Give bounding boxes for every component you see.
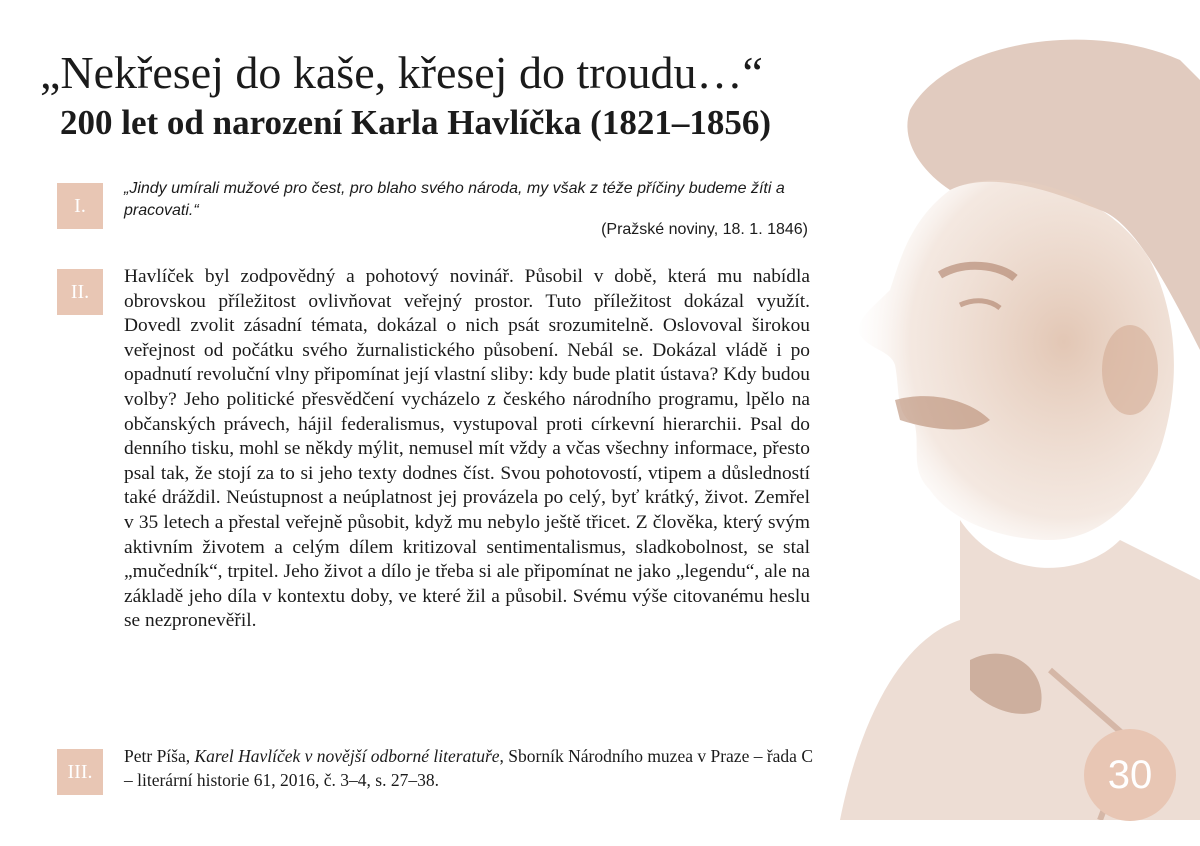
quote-text: „Jindy umírali mužové pro čest, pro blaho svého národa, my však z téže příčiny budeme žíti a pracovati.“ bbox=[124, 180, 785, 219]
page-number: 30 bbox=[1084, 729, 1176, 821]
reference-citation bbox=[124, 744, 814, 792]
body-paragraph: Havlíček byl zodpovědný a pohotový novinář. Působil v době, která mu nabídla obrovskou příležitost ovlivňovat veřejný prostor. Tuto příležitost dokázal využít. Dovedl zvolit zásadní témata, dokázal o nich psát srozumitelně. Oslovoval širokou veřejnost od počátku svého žurnalistického působení. Nebál se. Dokázal vládě i po opadnutí revoluční vlny připomínat její vlastní sliby: kdy bude platit ústava? Kdy budou volby? Jeho politické přesvědčení vycházelo z českého národního programu, lpělo na občanských právech, hájil federalismus, vystupoval proti církevní hierarchii. Psal do denního tisku, mohl se někdy mýlit, nemusel mít vždy a včas všechny informace, přesto psal tak, že stojí za to si jeho texty dodnes číst. Svou pohotovostí, vtipem a důsledností také dráždil. Neústupnost a neúplatnost jej provázela po celý, byť krátký, život. Zemřel v 35 letech a přestal veřejně působit, když mu nebylo ještě třicet. Z člověka, který svým aktivním životem a celým dílem kritizoval sentimentalismus, sladkobolnost, se stal „mučedník“, trpitel. Jeho život a dílo je třeba si ale připomínat ne jako „legendu“, ale na základě jeho díla v kontextu doby, ve které žil a působil. Svému výše citovanému heslu se nezpronevěřil. bbox=[124, 266, 810, 632]
reference-publication: , Sborník Národního muzea v Praze – řada C – literární historie 61, 2016, č. 3–4, s. 27–38. bbox=[124, 746, 814, 790]
page-title: „Nekřesej do kaše, křesej do troudu…“ bbox=[40, 47, 763, 98]
page-subtitle: 200 let od narození Karla Havlíčka (1821–1856) bbox=[60, 103, 771, 142]
section-number-badge: III. bbox=[57, 749, 103, 795]
quote-source: (Pražské noviny, 18. 1. 1846) bbox=[601, 221, 808, 238]
reference-author: Petr Píša, bbox=[124, 746, 195, 766]
portrait-illustration bbox=[800, 20, 1200, 820]
section-number-badge: II. bbox=[57, 269, 103, 315]
section-number-badge: I. bbox=[57, 183, 103, 229]
reference-work-title: Karel Havlíček v novější odborné literatuře bbox=[194, 746, 500, 766]
